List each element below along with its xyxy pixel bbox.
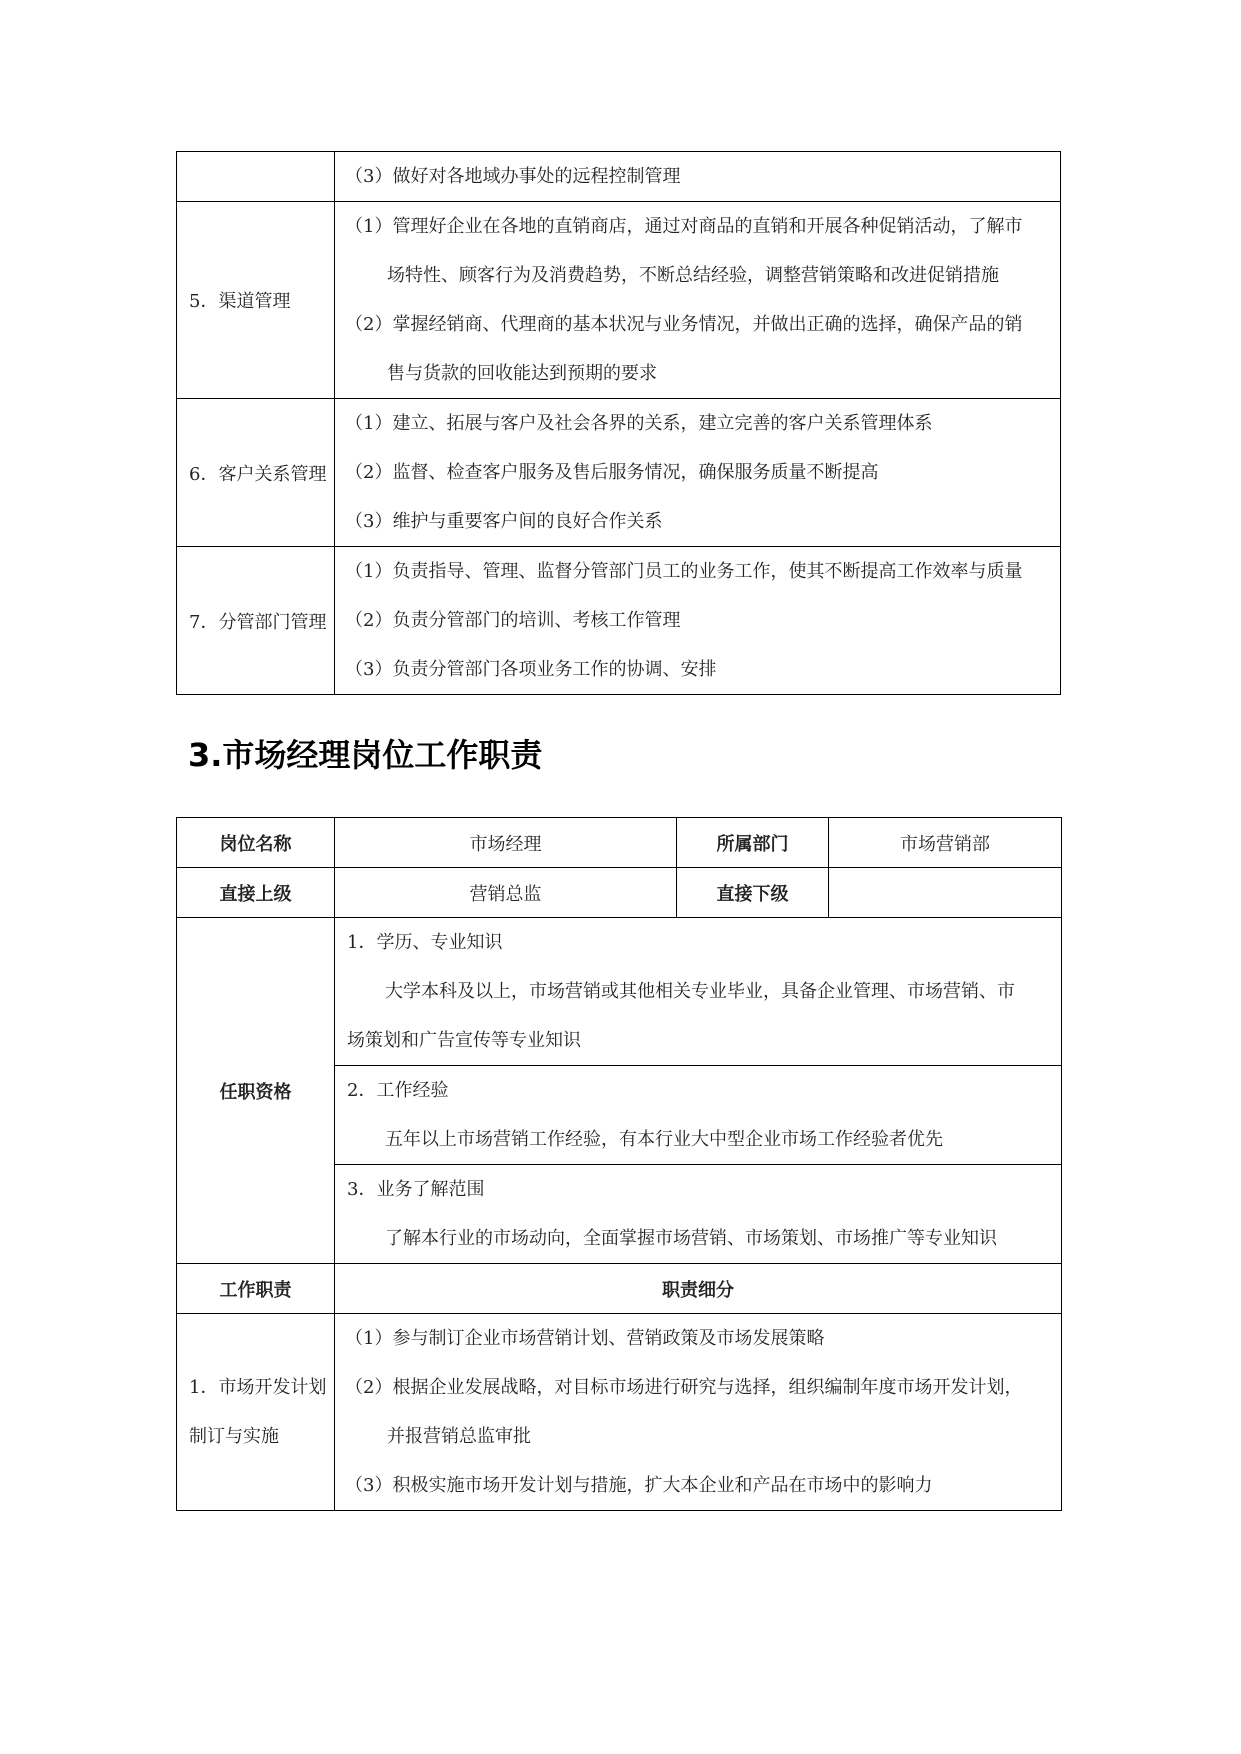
table-row <box>177 152 1061 202</box>
category-cell: 7．分管部门管理 <box>177 547 335 695</box>
detail-line: （2）负责分管部门的培训、考核工作管理 <box>345 610 681 631</box>
row-superior <box>177 868 1062 918</box>
detail-line: （2）掌握经销商、代理商的基本状况与业务情况，并做出正确的选择，确保产品的销 <box>345 314 1023 335</box>
qualification-label: 任职资格 <box>177 918 335 1264</box>
detail-cell <box>335 152 1061 202</box>
section-heading: 3.市场经理岗位工作职责 <box>188 736 543 774</box>
detail-line: 场特性、顾客行为及消费趋势，不断总结经验，调整营销策略和改进促销措施 <box>387 265 999 286</box>
duty-category <box>177 1314 335 1511</box>
duty-line: （3）积极实施市场开发计划与措施，扩大本企业和产品在市场中的影响力 <box>345 1475 933 1496</box>
duty-lines <box>335 1314 1062 1511</box>
qualification-body-cont: 场策划和广告宣传等专业知识 <box>347 1030 581 1051</box>
post-name-value: 市场经理 <box>335 818 677 868</box>
category-cell: 5．渠道管理 <box>177 202 335 399</box>
detail-line: （1）管理好企业在各地的直销商店，通过对商品的直销和开展各种促销活动，了解市 <box>345 216 1023 237</box>
detail-line: （3）维护与重要客户间的良好合作关系 <box>345 511 663 532</box>
post-name-label: 岗位名称 <box>177 818 335 868</box>
detail-line: （1）负责指导、管理、监督分管部门员工的业务工作，使其不断提高工作效率与质量 <box>345 561 1023 582</box>
table-row <box>177 202 1061 399</box>
detail-line: （2）监督、检查客户服务及售后服务情况，确保服务质量不断提高 <box>345 462 879 483</box>
qualification-block <box>335 918 1061 1066</box>
qualification-title: 3．业务了解范围 <box>347 1179 485 1200</box>
qualification-body: 五年以上市场营销工作经验，有本行业大中型企业市场工作经验者优先 <box>385 1129 943 1150</box>
detail-cell <box>335 399 1061 547</box>
subordinate-label: 直接下级 <box>677 868 829 918</box>
detail-cell <box>335 202 1061 399</box>
subordinate-value <box>829 868 1062 918</box>
duty-line: （1）参与制订企业市场营销计划、营销政策及市场发展策略 <box>345 1328 825 1349</box>
duty-line: （2）根据企业发展战略，对目标市场进行研究与选择，组织编制年度市场开发计划， <box>345 1377 1023 1398</box>
detail-line: （3）负责分管部门各项业务工作的协调、安排 <box>345 659 717 680</box>
row-duty-header <box>177 1264 1062 1314</box>
row-duty-1 <box>177 1314 1062 1511</box>
row-post-name <box>177 818 1062 868</box>
detail-line: （3）做好对各地域办事处的远程控制管理 <box>345 166 681 187</box>
superior-label: 直接上级 <box>177 868 335 918</box>
dept-value: 市场营销部 <box>829 818 1062 868</box>
qualification-block <box>335 1165 1061 1263</box>
category-cell <box>177 152 335 202</box>
category-cell: 6．客户关系管理 <box>177 399 335 547</box>
qualification-title: 1．学历、专业知识 <box>347 932 503 953</box>
market-manager-table <box>176 817 1062 1511</box>
duty-detail-label: 职责细分 <box>335 1264 1062 1314</box>
dept-label: 所属部门 <box>677 818 829 868</box>
detail-line: 售与货款的回收能达到预期的要求 <box>387 363 657 384</box>
duty-label: 工作职责 <box>177 1264 335 1314</box>
duty-category-line1: 1．市场开发计划 <box>189 1377 327 1398</box>
superior-value: 营销总监 <box>335 868 677 918</box>
table-row <box>177 547 1061 695</box>
table-row <box>177 399 1061 547</box>
duty-line: 并报营销总监审批 <box>387 1426 531 1447</box>
detail-cell <box>335 547 1061 695</box>
qualification-body: 大学本科及以上，市场营销或其他相关专业毕业，具备企业管理、市场营销、市 <box>385 981 1015 1002</box>
responsibilities-table-continued <box>176 151 1061 695</box>
qualification-title: 2．工作经验 <box>347 1080 449 1101</box>
row-qualifications <box>177 918 1062 1264</box>
qualification-block <box>335 1066 1061 1165</box>
detail-line: （1）建立、拓展与客户及社会各界的关系，建立完善的客户关系管理体系 <box>345 413 933 434</box>
qualification-body: 了解本行业的市场动向，全面掌握市场营销、市场策划、市场推广等专业知识 <box>385 1228 997 1249</box>
qualification-content <box>335 918 1062 1264</box>
duty-category-line2: 制订与实施 <box>189 1426 279 1447</box>
